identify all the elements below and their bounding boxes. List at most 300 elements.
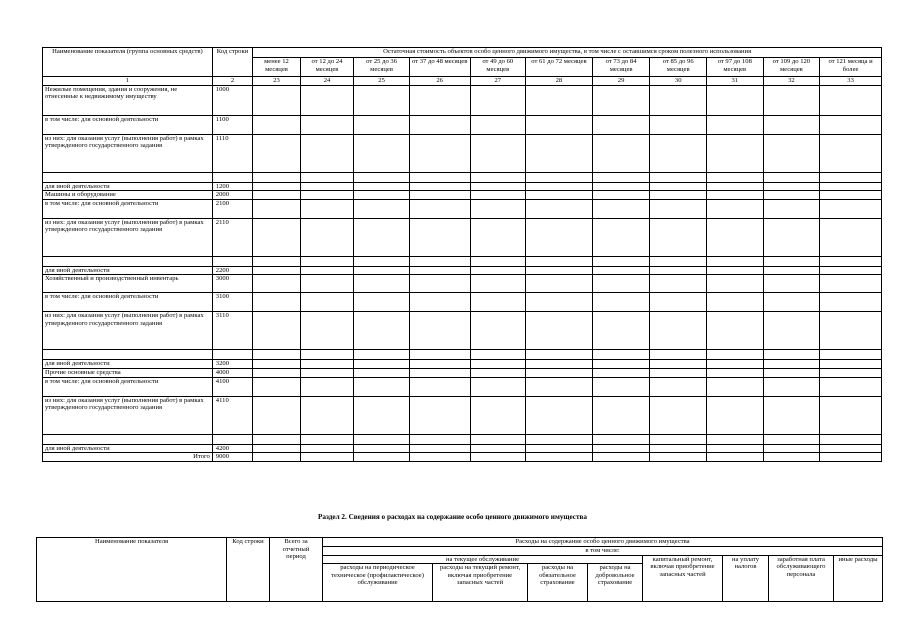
table-row xyxy=(43,199,882,218)
row-name: Нежилые помещения, здания и сооружения, не отнесенные к недвижимому имуществу xyxy=(43,85,213,115)
value-cell[interactable] xyxy=(706,293,763,312)
value-cell[interactable] xyxy=(820,172,882,182)
row-name: из них: для оказания услуг (выполнения работ) в рамках утвержденного государственного задания xyxy=(43,312,213,350)
value-cell[interactable] xyxy=(706,360,763,369)
value-cell[interactable] xyxy=(409,434,470,444)
value-cell[interactable] xyxy=(592,368,650,377)
value-cell[interactable] xyxy=(592,377,650,396)
value-cell[interactable] xyxy=(470,134,526,172)
value-cell[interactable] xyxy=(820,444,882,453)
value-cell[interactable] xyxy=(300,85,354,115)
value-cell[interactable] xyxy=(820,360,882,369)
value-cell[interactable] xyxy=(526,368,593,377)
value-cell[interactable] xyxy=(354,275,410,293)
table-row xyxy=(43,115,882,134)
value-cell[interactable] xyxy=(763,172,820,182)
value-cell[interactable] xyxy=(253,350,301,360)
row-name: Хозяйственный и производственный инвентарь xyxy=(43,275,213,293)
header-period: от 73 до 84 месяцев xyxy=(592,58,650,77)
value-cell[interactable] xyxy=(820,191,882,200)
s2-header-salary: заработная плата обслуживающего персонала xyxy=(769,555,834,602)
header-col-number: 2 xyxy=(212,77,252,86)
value-cell[interactable] xyxy=(354,256,410,266)
value-cell[interactable] xyxy=(820,434,882,444)
header-period: от 121 месяца и более xyxy=(820,58,882,77)
value-cell[interactable] xyxy=(706,218,763,256)
table-row xyxy=(43,377,882,396)
value-cell[interactable] xyxy=(526,172,593,182)
total-value-cell[interactable] xyxy=(706,453,763,462)
value-cell[interactable] xyxy=(592,266,650,275)
value-cell[interactable] xyxy=(253,134,301,172)
value-cell[interactable] xyxy=(253,293,301,312)
row-code: 3100 xyxy=(212,293,252,312)
value-cell[interactable] xyxy=(300,275,354,293)
value-cell[interactable] xyxy=(763,218,820,256)
value-cell[interactable] xyxy=(526,134,593,172)
value-cell[interactable] xyxy=(470,444,526,453)
value-cell[interactable] xyxy=(592,218,650,256)
value-cell[interactable] xyxy=(650,293,707,312)
table-row xyxy=(43,85,882,115)
row-code: 2000 xyxy=(212,191,252,200)
value-cell[interactable] xyxy=(526,312,593,350)
value-cell[interactable] xyxy=(300,182,354,191)
value-cell[interactable] xyxy=(470,275,526,293)
value-cell[interactable] xyxy=(592,191,650,200)
value-cell[interactable] xyxy=(409,377,470,396)
value-cell[interactable] xyxy=(526,293,593,312)
value-cell[interactable] xyxy=(470,396,526,434)
value-cell[interactable] xyxy=(253,256,301,266)
value-cell[interactable] xyxy=(592,115,650,134)
value-cell[interactable] xyxy=(592,256,650,266)
value-cell[interactable] xyxy=(650,368,707,377)
value-cell[interactable] xyxy=(592,444,650,453)
table-row xyxy=(43,256,882,266)
value-cell[interactable] xyxy=(470,360,526,369)
value-cell[interactable] xyxy=(592,172,650,182)
value-cell[interactable] xyxy=(592,434,650,444)
value-cell[interactable] xyxy=(300,134,354,172)
value-cell[interactable] xyxy=(526,377,593,396)
row-code: 3000 xyxy=(212,275,252,293)
value-cell[interactable] xyxy=(820,312,882,350)
value-cell[interactable] xyxy=(300,377,354,396)
value-cell[interactable] xyxy=(763,350,820,360)
maintenance-expenses-table xyxy=(36,537,883,602)
value-cell[interactable] xyxy=(820,218,882,256)
value-cell[interactable] xyxy=(354,434,410,444)
header-col-number: 26 xyxy=(409,77,470,86)
value-cell[interactable] xyxy=(354,115,410,134)
row-name: из них: для оказания услуг (выполнения работ) в рамках утвержденного государственного задания xyxy=(43,134,213,172)
value-cell[interactable] xyxy=(650,275,707,293)
value-cell[interactable] xyxy=(763,396,820,434)
value-cell[interactable] xyxy=(409,266,470,275)
value-cell[interactable] xyxy=(650,134,707,172)
value-cell[interactable] xyxy=(409,368,470,377)
value-cell[interactable] xyxy=(763,275,820,293)
value-cell[interactable] xyxy=(763,368,820,377)
value-cell[interactable] xyxy=(354,350,410,360)
value-cell[interactable] xyxy=(763,312,820,350)
value-cell[interactable] xyxy=(253,434,301,444)
total-value-cell[interactable] xyxy=(253,453,301,462)
value-cell[interactable] xyxy=(300,312,354,350)
value-cell[interactable] xyxy=(706,444,763,453)
value-cell[interactable] xyxy=(470,368,526,377)
value-cell[interactable] xyxy=(470,256,526,266)
table-row xyxy=(43,360,882,369)
value-cell[interactable] xyxy=(253,360,301,369)
value-cell[interactable] xyxy=(763,266,820,275)
row-code xyxy=(212,434,252,444)
row-name: для иной деятельности xyxy=(43,444,213,453)
value-cell[interactable] xyxy=(300,434,354,444)
value-cell[interactable] xyxy=(763,256,820,266)
value-cell[interactable] xyxy=(300,191,354,200)
row-code: 2110 xyxy=(212,218,252,256)
value-cell[interactable] xyxy=(300,350,354,360)
value-cell[interactable] xyxy=(253,191,301,200)
value-cell[interactable] xyxy=(706,377,763,396)
value-cell[interactable] xyxy=(354,266,410,275)
total-code: 9000 xyxy=(212,453,252,462)
header-col-number: 32 xyxy=(763,77,820,86)
value-cell[interactable] xyxy=(354,312,410,350)
value-cell[interactable] xyxy=(592,134,650,172)
value-cell[interactable] xyxy=(820,266,882,275)
value-cell[interactable] xyxy=(820,115,882,134)
value-cell[interactable] xyxy=(526,266,593,275)
header-col-number: 27 xyxy=(470,77,526,86)
header-col-number: 1 xyxy=(43,77,213,86)
row-code: 2200 xyxy=(212,266,252,275)
header-period: от 97 до 108 месяцев xyxy=(706,58,763,77)
value-cell[interactable] xyxy=(820,275,882,293)
value-cell[interactable] xyxy=(526,218,593,256)
value-cell[interactable] xyxy=(706,134,763,172)
row-code xyxy=(212,172,252,182)
value-cell[interactable] xyxy=(354,368,410,377)
value-cell[interactable] xyxy=(409,312,470,350)
value-cell[interactable] xyxy=(300,256,354,266)
value-cell[interactable] xyxy=(706,199,763,218)
value-cell[interactable] xyxy=(820,199,882,218)
value-cell[interactable] xyxy=(409,115,470,134)
value-cell[interactable] xyxy=(526,396,593,434)
value-cell[interactable] xyxy=(650,434,707,444)
value-cell[interactable] xyxy=(300,396,354,434)
table-row xyxy=(43,134,882,172)
row-name xyxy=(43,256,213,266)
value-cell[interactable] xyxy=(354,377,410,396)
value-cell[interactable] xyxy=(470,191,526,200)
value-cell[interactable] xyxy=(253,377,301,396)
value-cell[interactable] xyxy=(706,434,763,444)
value-cell[interactable] xyxy=(354,134,410,172)
value-cell[interactable] xyxy=(409,191,470,200)
value-cell[interactable] xyxy=(409,199,470,218)
value-cell[interactable] xyxy=(820,256,882,266)
value-cell[interactable] xyxy=(409,134,470,172)
header-code-col: Код строки xyxy=(212,48,252,77)
value-cell[interactable] xyxy=(300,266,354,275)
value-cell[interactable] xyxy=(650,218,707,256)
value-cell[interactable] xyxy=(409,360,470,369)
total-value-cell[interactable] xyxy=(409,453,470,462)
value-cell[interactable] xyxy=(470,312,526,350)
total-row xyxy=(43,453,882,462)
value-cell[interactable] xyxy=(300,360,354,369)
value-cell[interactable] xyxy=(354,191,410,200)
value-cell[interactable] xyxy=(820,368,882,377)
value-cell[interactable] xyxy=(820,293,882,312)
value-cell[interactable] xyxy=(354,360,410,369)
row-code: 4200 xyxy=(212,444,252,453)
value-cell[interactable] xyxy=(470,293,526,312)
value-cell[interactable] xyxy=(409,256,470,266)
value-cell[interactable] xyxy=(592,275,650,293)
value-cell[interactable] xyxy=(592,85,650,115)
value-cell[interactable] xyxy=(409,293,470,312)
value-cell[interactable] xyxy=(820,85,882,115)
value-cell[interactable] xyxy=(526,275,593,293)
table-row xyxy=(43,368,882,377)
total-value-cell[interactable] xyxy=(354,453,410,462)
value-cell[interactable] xyxy=(253,444,301,453)
total-value-cell[interactable] xyxy=(300,453,354,462)
value-cell[interactable] xyxy=(409,396,470,434)
header-col-number: 25 xyxy=(354,77,410,86)
value-cell[interactable] xyxy=(354,85,410,115)
table-row xyxy=(43,293,882,312)
value-cell[interactable] xyxy=(763,434,820,444)
value-cell[interactable] xyxy=(300,293,354,312)
value-cell[interactable] xyxy=(354,396,410,434)
value-cell[interactable] xyxy=(253,199,301,218)
value-cell[interactable] xyxy=(253,218,301,256)
value-cell[interactable] xyxy=(300,444,354,453)
value-cell[interactable] xyxy=(253,396,301,434)
value-cell[interactable] xyxy=(763,182,820,191)
value-cell[interactable] xyxy=(253,266,301,275)
value-cell[interactable] xyxy=(409,182,470,191)
header-col-number: 30 xyxy=(650,77,707,86)
total-value-cell[interactable] xyxy=(763,453,820,462)
row-name xyxy=(43,172,213,182)
value-cell[interactable] xyxy=(650,256,707,266)
total-value-cell[interactable] xyxy=(526,453,593,462)
value-cell[interactable] xyxy=(470,182,526,191)
s2-header-taxes: на уплату налогов xyxy=(723,555,769,602)
value-cell[interactable] xyxy=(592,350,650,360)
row-code: 1000 xyxy=(212,85,252,115)
table-row xyxy=(43,444,882,453)
value-cell[interactable] xyxy=(706,182,763,191)
value-cell[interactable] xyxy=(650,199,707,218)
value-cell[interactable] xyxy=(592,293,650,312)
value-cell[interactable] xyxy=(650,85,707,115)
table-row xyxy=(43,182,882,191)
s2-header-name-col: Наименование показателя xyxy=(37,538,227,602)
value-cell[interactable] xyxy=(253,312,301,350)
table-row xyxy=(43,312,882,350)
value-cell[interactable] xyxy=(354,182,410,191)
value-cell[interactable] xyxy=(592,199,650,218)
value-cell[interactable] xyxy=(526,191,593,200)
value-cell[interactable] xyxy=(592,360,650,369)
value-cell[interactable] xyxy=(592,312,650,350)
header-name-col: Наименование показателя (группа основных средств) xyxy=(43,48,213,77)
total-value-cell[interactable] xyxy=(650,453,707,462)
value-cell[interactable] xyxy=(706,368,763,377)
s2-header-periodic-maintenance: расходы на периодическое техническое (профилактическое) обслуживание xyxy=(323,564,433,602)
value-cell[interactable] xyxy=(470,199,526,218)
value-cell[interactable] xyxy=(470,172,526,182)
value-cell[interactable] xyxy=(650,444,707,453)
table-row xyxy=(43,191,882,200)
table-row xyxy=(43,218,882,256)
value-cell[interactable] xyxy=(470,115,526,134)
row-name: в том числе: для основной деятельности xyxy=(43,293,213,312)
row-name: в том числе: для основной деятельности xyxy=(43,199,213,218)
value-cell[interactable] xyxy=(526,115,593,134)
value-cell[interactable] xyxy=(526,256,593,266)
value-cell[interactable] xyxy=(470,350,526,360)
value-cell[interactable] xyxy=(820,350,882,360)
value-cell[interactable] xyxy=(526,350,593,360)
value-cell[interactable] xyxy=(354,293,410,312)
table-row xyxy=(43,396,882,434)
value-cell[interactable] xyxy=(820,182,882,191)
value-cell[interactable] xyxy=(354,444,410,453)
value-cell[interactable] xyxy=(650,360,707,369)
value-cell[interactable] xyxy=(820,396,882,434)
value-cell[interactable] xyxy=(650,115,707,134)
value-cell[interactable] xyxy=(820,134,882,172)
value-cell[interactable] xyxy=(592,396,650,434)
value-cell[interactable] xyxy=(650,191,707,200)
value-cell[interactable] xyxy=(706,396,763,434)
value-cell[interactable] xyxy=(470,377,526,396)
value-cell[interactable] xyxy=(354,218,410,256)
row-name: из них: для оказания услуг (выполнения работ) в рамках утвержденного государственного задания xyxy=(43,396,213,434)
value-cell[interactable] xyxy=(253,182,301,191)
total-value-cell[interactable] xyxy=(820,453,882,462)
value-cell[interactable] xyxy=(409,444,470,453)
value-cell[interactable] xyxy=(650,396,707,434)
table-row xyxy=(43,350,882,360)
s2-header-incl: в том числе: xyxy=(323,547,883,556)
row-name: Прочие основные средства xyxy=(43,368,213,377)
value-cell[interactable] xyxy=(253,85,301,115)
value-cell[interactable] xyxy=(763,134,820,172)
value-cell[interactable] xyxy=(763,360,820,369)
value-cell[interactable] xyxy=(409,275,470,293)
value-cell[interactable] xyxy=(763,377,820,396)
value-cell[interactable] xyxy=(300,115,354,134)
value-cell[interactable] xyxy=(354,199,410,218)
value-cell[interactable] xyxy=(706,85,763,115)
value-cell[interactable] xyxy=(706,191,763,200)
value-cell[interactable] xyxy=(650,377,707,396)
value-cell[interactable] xyxy=(300,172,354,182)
value-cell[interactable] xyxy=(820,377,882,396)
value-cell[interactable] xyxy=(650,266,707,275)
value-cell[interactable] xyxy=(409,350,470,360)
value-cell[interactable] xyxy=(409,85,470,115)
value-cell[interactable] xyxy=(650,350,707,360)
row-name: Машины и оборудование xyxy=(43,191,213,200)
value-cell[interactable] xyxy=(526,434,593,444)
header-period: от 85 до 96 месяцев xyxy=(650,58,707,77)
row-code: 1200 xyxy=(212,182,252,191)
value-cell[interactable] xyxy=(706,172,763,182)
header-period: менее 12 месяцев xyxy=(253,58,301,77)
value-cell[interactable] xyxy=(526,85,593,115)
value-cell[interactable] xyxy=(253,115,301,134)
value-cell[interactable] xyxy=(470,434,526,444)
value-cell[interactable] xyxy=(409,172,470,182)
value-cell[interactable] xyxy=(763,444,820,453)
total-value-cell[interactable] xyxy=(470,453,526,462)
value-cell[interactable] xyxy=(763,191,820,200)
header-col-number: 24 xyxy=(300,77,354,86)
value-cell[interactable] xyxy=(706,256,763,266)
value-cell[interactable] xyxy=(706,350,763,360)
value-cell[interactable] xyxy=(706,115,763,134)
s2-header-current-repair: расходы на текущий ремонт, включая приобретение запасных частей xyxy=(433,564,528,602)
value-cell[interactable] xyxy=(650,172,707,182)
row-code: 2100 xyxy=(212,199,252,218)
row-name xyxy=(43,434,213,444)
value-cell[interactable] xyxy=(706,312,763,350)
value-cell[interactable] xyxy=(706,266,763,275)
value-cell[interactable] xyxy=(526,360,593,369)
header-period: от 61 до 72 месяцев xyxy=(526,58,593,77)
value-cell[interactable] xyxy=(470,218,526,256)
value-cell[interactable] xyxy=(253,368,301,377)
header-col-number: 23 xyxy=(253,77,301,86)
header-period: от 37 до 48 месяцев xyxy=(409,58,470,77)
value-cell[interactable] xyxy=(300,218,354,256)
value-cell[interactable] xyxy=(592,182,650,191)
value-cell[interactable] xyxy=(763,199,820,218)
value-cell[interactable] xyxy=(409,218,470,256)
value-cell[interactable] xyxy=(706,275,763,293)
value-cell[interactable] xyxy=(650,312,707,350)
value-cell[interactable] xyxy=(253,172,301,182)
value-cell[interactable] xyxy=(650,182,707,191)
value-cell[interactable] xyxy=(526,199,593,218)
value-cell[interactable] xyxy=(526,182,593,191)
value-cell[interactable] xyxy=(763,293,820,312)
value-cell[interactable] xyxy=(763,85,820,115)
value-cell[interactable] xyxy=(763,115,820,134)
row-name: для иной деятельности xyxy=(43,182,213,191)
value-cell[interactable] xyxy=(354,172,410,182)
value-cell[interactable] xyxy=(253,275,301,293)
total-value-cell[interactable] xyxy=(592,453,650,462)
value-cell[interactable] xyxy=(526,444,593,453)
header-col-number: 31 xyxy=(706,77,763,86)
value-cell[interactable] xyxy=(470,85,526,115)
value-cell[interactable] xyxy=(300,199,354,218)
value-cell[interactable] xyxy=(300,368,354,377)
value-cell[interactable] xyxy=(470,266,526,275)
